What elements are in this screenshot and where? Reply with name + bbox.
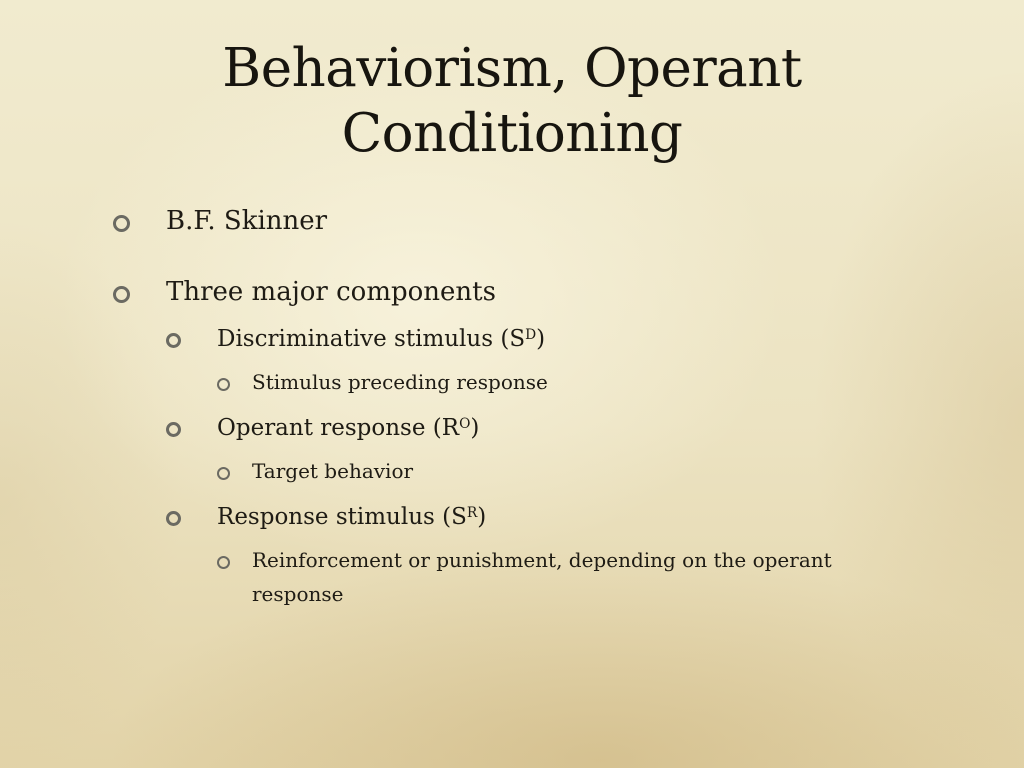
ring-bullet-icon <box>166 511 181 526</box>
bullet-item-skinner <box>113 205 327 237</box>
ring-bullet-icon <box>217 467 230 480</box>
bullet-item-discriminative-stimulus <box>166 324 545 354</box>
ring-bullet-icon <box>166 422 181 437</box>
ring-bullet-icon <box>217 556 230 569</box>
bullet-text: Reinforcement or punishment, depending on the operant response <box>252 548 832 606</box>
bullet-text-close: ) <box>477 504 487 530</box>
bullet-item-reinforcement <box>217 548 917 611</box>
bullet-text <box>217 324 545 354</box>
superscript: D <box>525 327 537 343</box>
bullet-item-stimulus-preceding <box>217 370 548 399</box>
bullet-text: Stimulus preceding response <box>252 370 548 394</box>
bullet-item-response-stimulus <box>166 502 486 532</box>
title-line-2: Conditioning <box>341 103 683 164</box>
bullet-text: Three major components <box>166 277 496 307</box>
superscript: O <box>459 416 471 432</box>
bullet-item-target-behavior <box>217 459 413 488</box>
bullet-item-three-components <box>113 276 496 308</box>
bullet-text-main: Discriminative stimulus (S <box>217 326 526 352</box>
superscript: R <box>466 505 478 521</box>
slide-title <box>112 36 912 166</box>
bullet-text-close: ) <box>536 326 546 352</box>
bullet-text-main: Response stimulus (S <box>217 504 467 530</box>
bullet-text-main: Operant response (R <box>217 415 460 441</box>
ring-bullet-icon <box>113 286 130 303</box>
bullet-text: B.F. Skinner <box>166 206 328 236</box>
bullet-text: Target behavior <box>252 459 414 483</box>
ring-bullet-icon <box>217 378 230 391</box>
bullet-text <box>217 502 486 532</box>
ring-bullet-icon <box>166 333 181 348</box>
bullet-text <box>217 413 479 443</box>
bullet-item-operant-response <box>166 413 479 443</box>
bullet-text-close: ) <box>470 415 480 441</box>
ring-bullet-icon <box>113 215 130 232</box>
title-line-1: Behaviorism, Operant <box>222 38 802 99</box>
